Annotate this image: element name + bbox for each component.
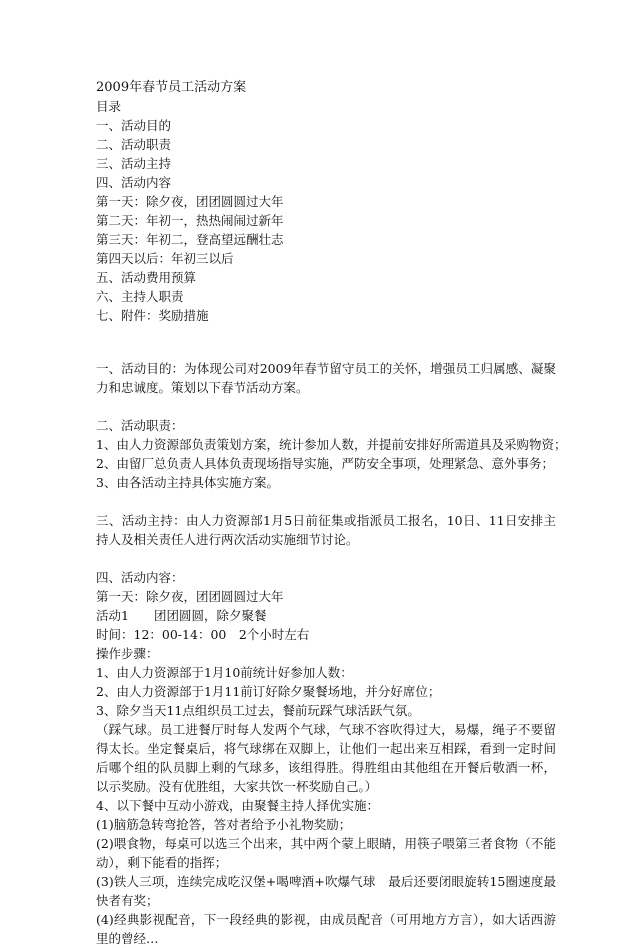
section-2-item: 3、由各活动主持具体实施方案。 [96, 475, 279, 490]
toc-item: 三、活动主持 [96, 156, 172, 171]
toc-item: 一、活动目的 [96, 118, 172, 133]
toc-item: 四、活动内容 [96, 175, 172, 190]
toc-item: 七、附件：奖励措施 [96, 308, 209, 323]
document-title: 2009年春节员工活动方案 [96, 80, 247, 95]
section-2-item: 1、由人力资源部负责策划方案，统计参加人数，并提前安排好所需道具及采购物资； [96, 437, 567, 452]
toc-label: 目录 [96, 99, 122, 114]
game-item: (2)喂食物，每桌可以选三个出来，其中两个蒙上眼睛，用筷子喂第三者食物（不能动），剩下能看的指挥； [96, 836, 556, 870]
toc-item: 第一天：除夕夜，团团圆圆过大年 [96, 194, 284, 209]
section-2-item: 2、由留厂总负责人具体负责现场指导实施，严防安全事项，处理紧急、意外事务； [96, 456, 554, 471]
step-item: 1、由人力资源部于1月10前统计好参加人数： [96, 665, 353, 680]
toc-item: 五、活动费用预算 [96, 270, 197, 285]
game-item: (4)经典影视配音，下一段经典的影视，由成员配音（可用地方方言），如大话西游里的曾经… [96, 912, 556, 946]
document-body [96, 78, 567, 948]
step-item: 3、除夕当天11点组织员工过去，餐前玩踩气球活跃气氛。 [96, 703, 420, 718]
toc-item: 第二天：年初一，热热闹闹过新年 [96, 213, 284, 228]
toc-item: 第三天：年初二，登高望远酬壮志 [96, 232, 284, 247]
section-2-title: 二、活动职责： [96, 418, 184, 433]
table-of-contents [96, 116, 556, 325]
toc-item: 二、活动职责 [96, 137, 172, 152]
section-4-title: 四、活动内容： [96, 570, 184, 585]
section-3-host: 三、活动主持：由人力资源部1月5日前征集或指派员工报名，10日、11日安排主持人及相关责任人进行两次活动实施细节讨论。 [96, 513, 556, 547]
steps-label: 操作步骤： [96, 646, 159, 661]
activity-time: 时间：12：00-14：00 2个小时左右 [96, 627, 310, 642]
game-item: (3)铁人三项，连续完成吃汉堡+喝啤酒+吹爆气球 最后还要闭眼旋转15圈速度最快者有奖； [96, 874, 556, 908]
toc-item: 第四天以后：年初三以后 [96, 251, 234, 266]
activity-1-heading: 活动1 团团圆圆，除夕聚餐 [96, 608, 267, 623]
balloon-game-note: （踩气球。员工进餐厅时每人发两个气球，气球不容吹得过大，易爆，绳子不要留得太长。坐定餐桌后，将气球绑在双脚上，让他们一起出来互相踩，看到一定时间后哪个组的队员脚上剩的气球多，该组得胜。得胜组由其他组在开餐后敬酒一杯，以示奖励。没有优胜组，大家共饮一杯奖励自己。） [96, 722, 556, 794]
game-item: (1)脑筋急转弯抢答，答对者给予小礼物奖励； [96, 817, 352, 832]
section-1-purpose: 一、活动目的：为体现公司对2009年春节留守员工的关怀，增强员工归属感、凝聚力和忠诚度。策划以下春节活动方案。 [96, 361, 556, 395]
step-item: 4、以下餐中互动小游戏，由聚餐主持人择优实施： [96, 798, 379, 813]
day-1-heading: 第一天：除夕夜，团团圆圆过大年 [96, 589, 284, 604]
toc-item: 六、主持人职责 [96, 289, 184, 304]
step-item: 2、由人力资源部于1月11前订好除夕聚餐场地，并分好席位； [96, 684, 441, 699]
